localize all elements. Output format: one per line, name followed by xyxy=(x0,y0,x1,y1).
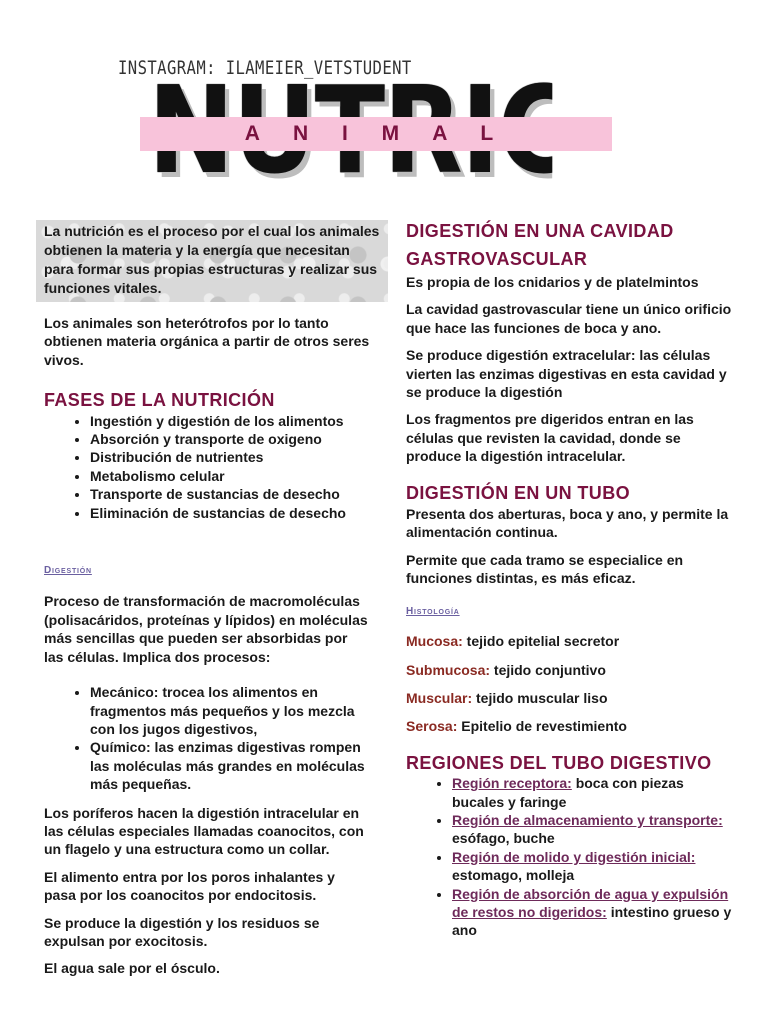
subheading-histologia: Histología xyxy=(406,605,460,617)
list-item xyxy=(452,885,736,940)
regiones-list xyxy=(406,774,736,940)
poriferos-text: Los poríferos hacen la digestión intracelular en las células especiales llamadas coanocitos, con un flagelo y una estructura como un collar. xyxy=(44,804,364,858)
subheading-digestion: Digestión xyxy=(44,565,92,577)
right-column xyxy=(406,221,736,940)
page-header xyxy=(0,0,768,200)
histologia-row xyxy=(406,717,736,735)
tubo-text-2: Permite que cada tramo se especialice en funciones distintas, es más eficaz. xyxy=(406,551,684,587)
heterotrofos-text: Los animales son heterótrofos por lo tanto obtienen materia orgánica a partir de otros seres vivos. xyxy=(44,315,370,368)
alimento-text: El alimento entra por los poros inhalantes y pasa por los coanocitos por endocitosis. xyxy=(44,868,335,904)
region-text: esófago, buche xyxy=(452,830,555,847)
page-subtitle: A N I M A L xyxy=(244,122,508,145)
section-heading-cavidad: DIGESTIÓN EN UNA CAVIDAD GASTROVASCULAR xyxy=(406,221,674,269)
procesos-list xyxy=(44,683,370,793)
list-item: • Distribución de nutrientes xyxy=(90,448,370,466)
section-heading-regiones: REGIONES DEL TUBO DIGESTIVO xyxy=(406,752,712,773)
list-item: • Mecánico: trocea los alimentos en fragmentos más pequeños y los mezcla con los jugos digestivos, xyxy=(90,683,370,738)
list-item xyxy=(452,811,736,848)
list-item: • Ingestión y digestión de los alimentos xyxy=(90,412,370,430)
list-item: • Transporte de sustancias de desecho xyxy=(90,485,370,503)
list-item: • Químico: las enzimas digestivas rompen las moléculas más grandes en moléculas más pequeñas. xyxy=(90,738,370,793)
histologia-row xyxy=(406,689,736,707)
digestion-text: Proceso de transformación de macromoléculas (polisacáridos, proteínas y lípidos) en moléculas más sencillas que pueden ser absorbidas por las células. Implica dos procesos: xyxy=(44,593,368,665)
agua-text: El agua sale por el ósculo. xyxy=(44,960,220,977)
histologia-row xyxy=(406,632,736,650)
instagram-handle: INSTAGRAM: ILAMEIER_VETSTUDENT xyxy=(118,57,412,79)
tissue-label: Serosa: xyxy=(406,718,458,735)
section-heading-tubo: DIGESTIÓN EN UN TUBO xyxy=(406,482,631,503)
tissue-text: tejido muscular liso xyxy=(472,689,608,706)
tissue-text: Epitelio de revestimiento xyxy=(457,718,627,735)
region-text: estomago, molleja xyxy=(452,867,575,884)
tissue-text: tejido epitelial secretor xyxy=(462,633,620,650)
region-text: intestino grueso y ano xyxy=(452,903,732,939)
list-item xyxy=(452,848,736,885)
list-item: • Metabolismo celular xyxy=(90,467,370,485)
list-item: • Eliminación de sustancias de desecho xyxy=(90,504,370,522)
intro-text: La nutrición es el proceso por el cual los animales obtienen la materia y la energía que necesitan para formar sus propias estructuras y realizar sus funciones vitales. xyxy=(44,223,380,296)
tissue-label: Mucosa: xyxy=(406,633,463,650)
cavidad-text-4: Los fragmentos pre digeridos entran en las células que revisten la cavidad, donde se produce la digestión intracelular. xyxy=(406,411,694,465)
histologia-row xyxy=(406,661,736,679)
tubo-text-1: Presenta dos aberturas, boca y ano, y permite la alimentación continua. xyxy=(406,506,729,541)
cavidad-text-1: Es propia de los cnidarios y de platelmintos xyxy=(406,274,699,290)
left-column xyxy=(44,220,380,987)
region-label: Región receptora: xyxy=(452,775,572,792)
tissue-label: Muscular: xyxy=(406,689,473,706)
residuos-text: Se produce la digestión y los residuos se expulsan por exocitosis. xyxy=(44,914,320,949)
cavidad-text-2: La cavidad gastrovascular tiene un único orificio que hace las funciones de boca y ano. xyxy=(406,301,732,336)
section-heading-fases: FASES DE LA NUTRICIÓN xyxy=(44,390,275,411)
intro-box xyxy=(36,220,388,302)
region-label: Región de absorción de agua y expulsión de restos no digeridos: xyxy=(452,885,729,920)
region-label: Región de almacenamiento y transporte: xyxy=(452,811,723,828)
tissue-text: tejido conjuntivo xyxy=(490,661,606,678)
region-text: boca con piezas bucales y faringe xyxy=(452,775,684,810)
region-label: Región de molido y digestión inicial: xyxy=(452,848,696,865)
fases-list xyxy=(44,412,370,522)
tissue-label: Submucosa: xyxy=(406,661,491,678)
list-item: • Absorción y transporte de oxigeno xyxy=(90,430,370,448)
cavidad-text-3: Se produce digestión extracelular: las células vierten las enzimas digestivas en esta cavidad y se produce la digestión xyxy=(406,347,727,401)
list-item xyxy=(452,774,736,811)
